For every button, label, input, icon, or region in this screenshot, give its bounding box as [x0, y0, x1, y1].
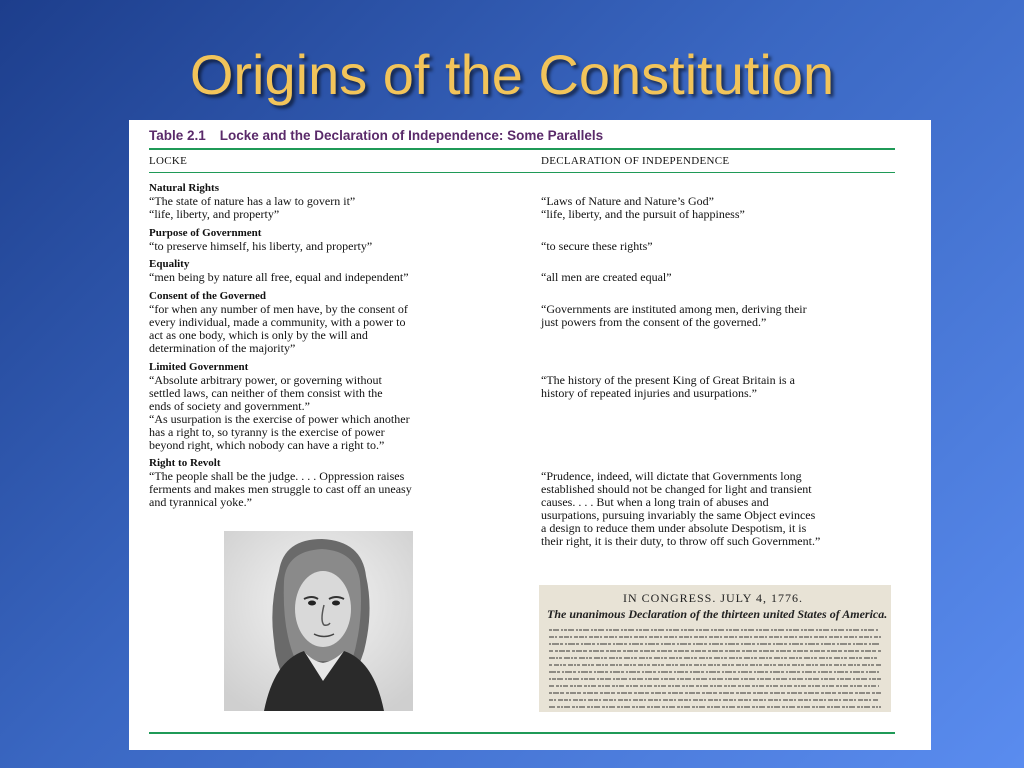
column-header-declaration: DECLARATION OF INDEPENDENCE — [541, 155, 730, 167]
column-header-locke: LOCKE — [149, 155, 188, 167]
table-row-declaration — [541, 271, 901, 284]
table-row-declaration — [541, 470, 901, 548]
table-row-declaration — [541, 374, 901, 400]
locke-quote: “men being by nature all free, equal and independent” — [149, 270, 409, 284]
declaration-quote: “Governments are instituted among men, deriving their just powers from the consent of the governed.” — [541, 302, 807, 329]
locke-quote: “to preserve himself, his liberty, and property” — [149, 239, 373, 253]
table-row-locke — [149, 227, 494, 253]
category-label: Limited Government — [149, 361, 249, 373]
table-panel — [129, 120, 931, 750]
table-row-locke — [149, 258, 494, 284]
declaration-quote: “Prudence, indeed, will dictate that Governments long established should not be changed for light and transient causes. . . . But when a long train of abuses and usurpations, pursuing invariably the same Object evinces a design to reduce them under absolute Despotism, it is their right, it is their duty, to throw off such Government.” — [541, 469, 821, 548]
top-rule — [149, 148, 895, 150]
table-row-locke — [149, 290, 494, 355]
document-subheading: The unanimous Declaration of the thirteen united States of America. — [547, 607, 888, 621]
locke-quote: “for when any number of men have, by the consent of every individual, made a community, with a power to act as one body, which is only by the will and determination of the majority” — [149, 302, 408, 355]
locke-portrait-image — [224, 531, 413, 711]
table-row-locke — [149, 457, 494, 509]
slide-title: Origins of the Constitution — [189, 43, 835, 106]
locke-quote: “The people shall be the judge. . . . Oppression raises ferments and makes men struggle to cast off an uneasy and tyrannical yoke.” — [149, 469, 412, 509]
document-handwriting — [539, 585, 891, 712]
category-label: Consent of the Governed — [149, 290, 267, 302]
declaration-document-image — [539, 585, 891, 712]
table-title — [149, 128, 603, 143]
document-heading: IN CONGRESS. JULY 4, 1776. — [623, 591, 804, 605]
category-label: Equality — [149, 258, 190, 270]
declaration-quote: “The history of the present King of Great Britain is a history of repeated injuries and usurpations.” — [541, 373, 795, 400]
table-row-declaration — [541, 303, 901, 329]
category-label: Right to Revolt — [149, 457, 221, 469]
table-title-text: Locke and the Declaration of Independence: Some Parallels — [219, 128, 604, 143]
table-label: Table 2.1 — [149, 128, 206, 143]
declaration-quote: “Laws of Nature and Nature’s God” “life, liberty, and the pursuit of happiness” — [541, 194, 745, 221]
category-label: Purpose of Government — [149, 227, 262, 239]
declaration-quote: “to secure these rights” — [541, 239, 653, 253]
table-row-declaration — [541, 195, 901, 221]
bottom-rule — [149, 732, 895, 734]
category-label: Natural Rights — [149, 182, 219, 194]
header-rule — [149, 172, 895, 173]
locke-quote: “The state of nature has a law to govern it” “life, liberty, and property” — [149, 194, 356, 221]
locke-quote: “Absolute arbitrary power, or governing without settled laws, can neither of them consist with the ends of society and government.” “As usurpation is the exercise of power which another has a right to, so tyranny is the exercise of power beyond right, which nobody can have a right to.” — [149, 373, 410, 452]
table-row-locke — [149, 361, 494, 452]
declaration-quote: “all men are created equal” — [541, 270, 672, 284]
table-row-declaration — [541, 240, 901, 253]
table-row-locke — [149, 182, 494, 221]
